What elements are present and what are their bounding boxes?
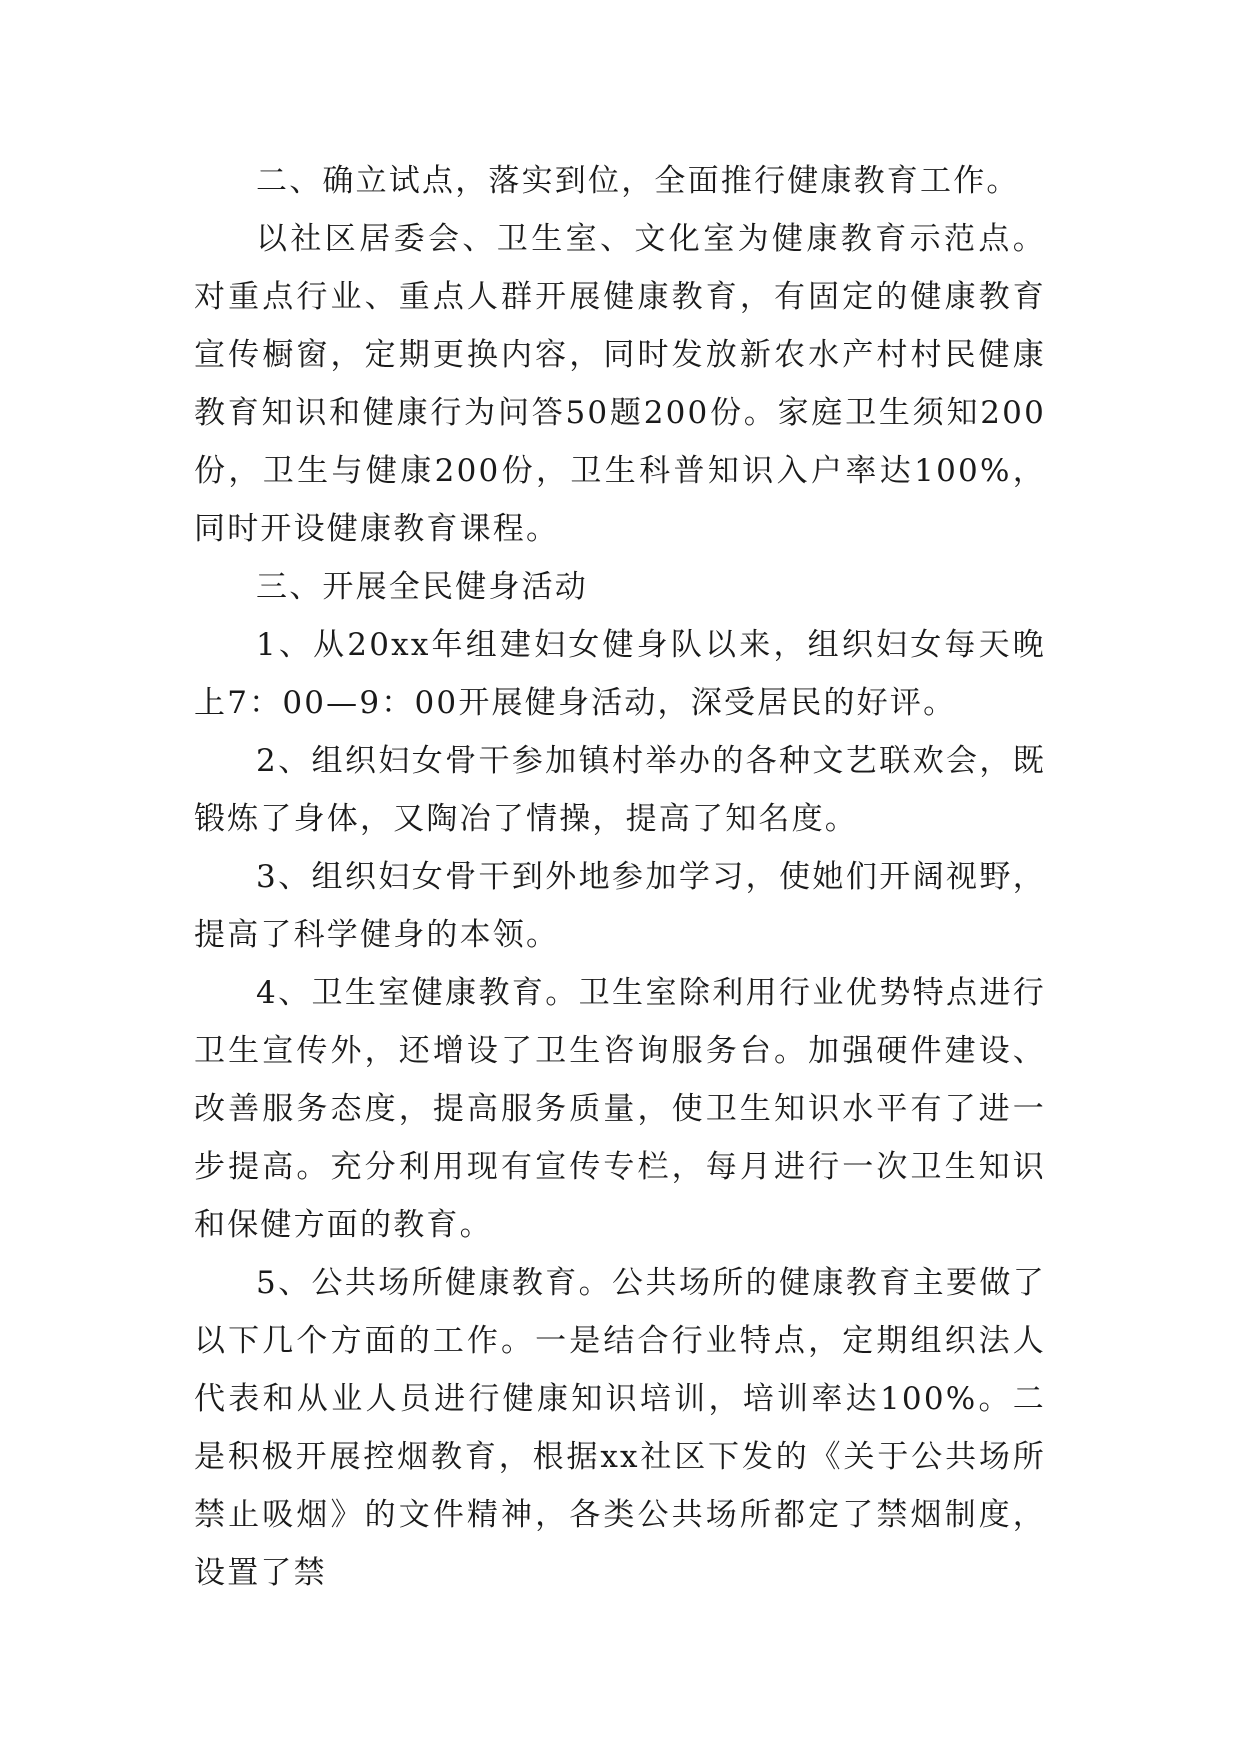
paragraph-item-4: 4、卫生室健康教育。卫生室除利用行业优势特点进行卫生宣传外，还增设了卫生咨询服务台。加强硬件建设、改善服务态度，提高服务质量，使卫生知识水平有了进一步提高。充分利用现有宣传专栏，每月进行一次卫生知识和保健方面的教育。 [194,975,1046,1243]
section-heading-pilot: 二、确立试点，落实到位，全面推行健康教育工作。 [256,163,1020,199]
paragraph-item-2: 2、组织妇女骨干参加镇村举办的各种文艺联欢会，既锻炼了身体，又陶冶了情操，提高了知名度。 [194,743,1046,837]
paragraph-item-5: 5、公共场所健康教育。公共场所的健康教育主要做了以下几个方面的工作。一是结合行业特点，定期组织法人代表和从业人员进行健康知识培训，培训率达100%。二是积极开展控烟教育，根据xx社区下发的《关于公共场所禁止吸烟》的文件精神，各类公共场所都定了禁烟制度，设置了禁 [194,1265,1046,1591]
section-heading-fitness: 三、开展全民健身活动 [256,569,588,605]
paragraph-item-3: 3、组织妇女骨干到外地参加学习，使她们开阔视野，提高了科学健身的本领。 [194,859,1046,953]
paragraph-pilot-details: 以社区居委会、卫生室、文化室为健康教育示范点。对重点行业、重点人群开展健康教育，有固定的健康教育宣传橱窗，定期更换内容，同时发放新农水产村村民健康教育知识和健康行为问答50题200份。家庭卫生须知200份，卫生与健康200份，卫生科普知识入户率达100%，同时开设健康教育课程。 [194,221,1046,547]
document-body [194,152,1046,1602]
paragraph-item-1: 1、从20xx年组建妇女健身队以来，组织妇女每天晚上7：00—9：00开展健身活动，深受居民的好评。 [194,627,1046,721]
